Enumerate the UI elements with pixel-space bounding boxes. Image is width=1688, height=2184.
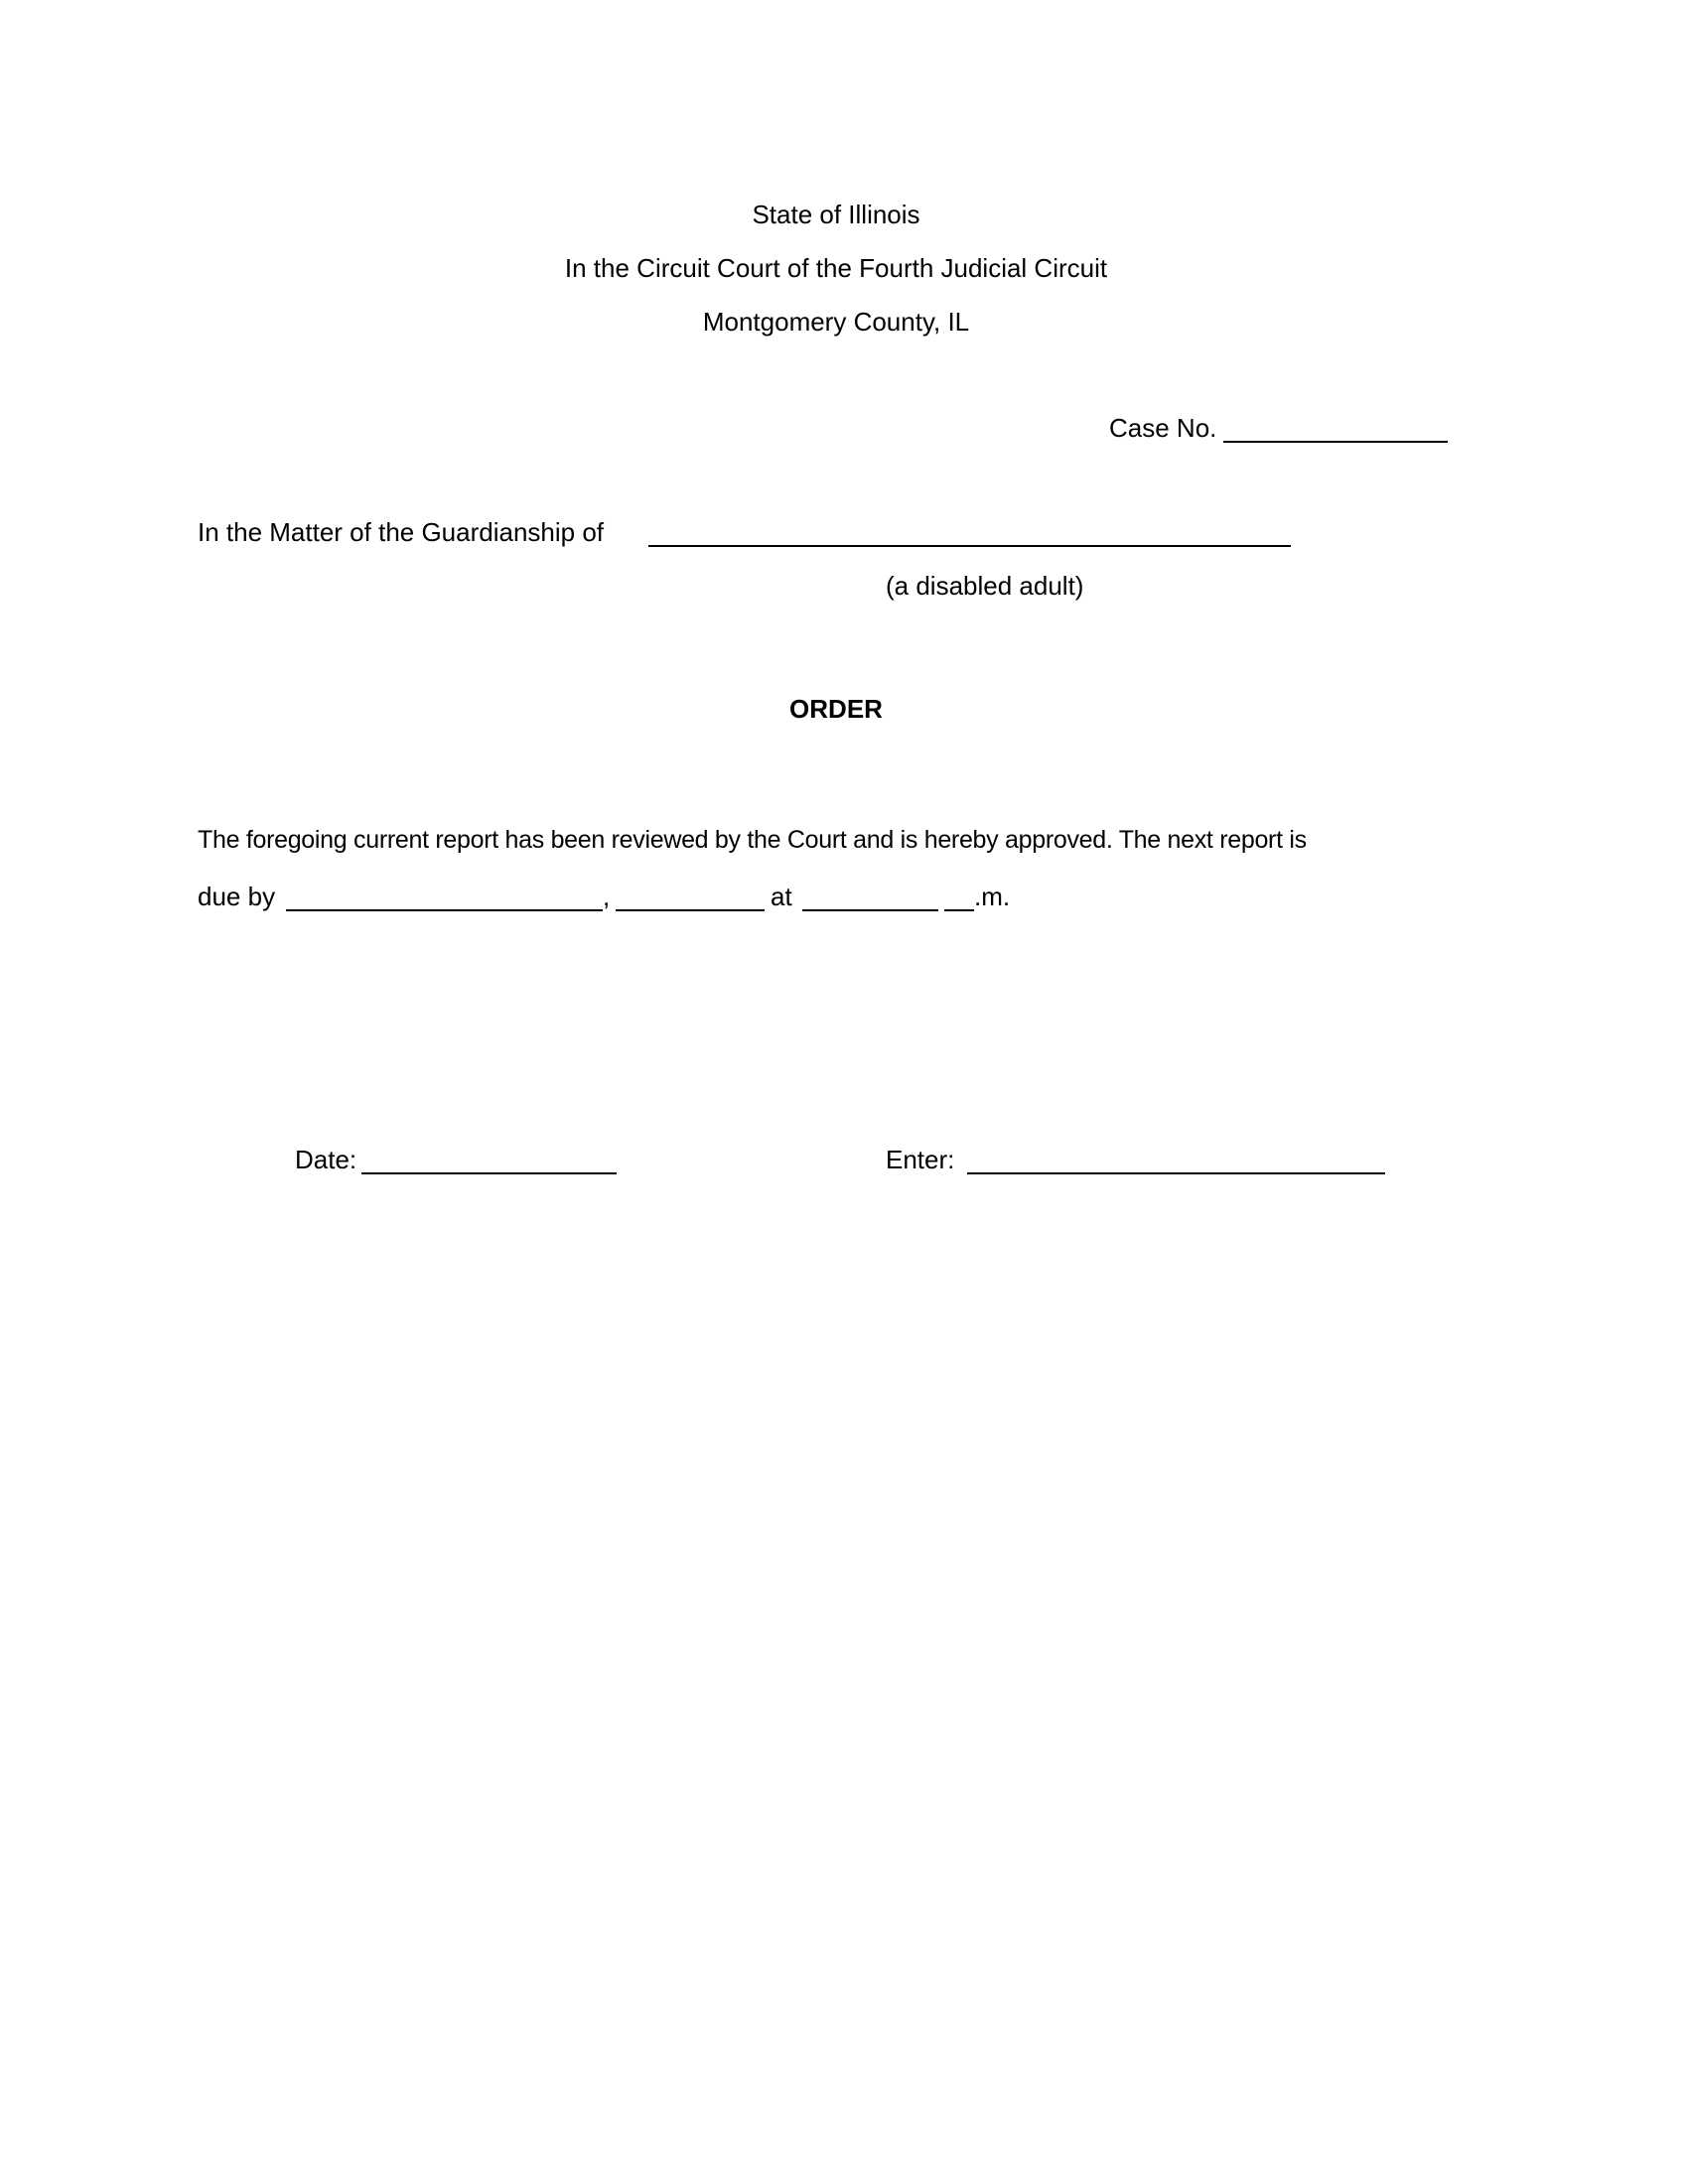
due-time-field[interactable] (802, 909, 938, 911)
disabled-adult-label: (a disabled adult) (886, 571, 1084, 601)
due-date-field[interactable] (286, 909, 603, 911)
guardianship-label: In the Matter of the Guardianship of (198, 517, 605, 547)
order-title: ORDER (789, 694, 883, 724)
at-label: at (771, 882, 792, 911)
case-number-label: Case No. (1109, 413, 1217, 443)
court-heading: In the Circuit Court of the Fourth Judicial Circuit (564, 253, 1108, 283)
case-number-field[interactable] (1223, 441, 1448, 443)
enter-label: Enter: (886, 1145, 955, 1174)
order-body-line-1: The foregoing current report has been reviewed by the Court and is hereby approved. The next report is (198, 826, 1307, 854)
due-year-field[interactable] (616, 909, 765, 911)
date-label: Date: (295, 1145, 357, 1174)
comma: , (603, 882, 611, 911)
ward-name-field[interactable] (648, 545, 1291, 547)
county-heading: Montgomery County, IL (702, 307, 970, 337)
meridiem-suffix: .m. (974, 882, 1011, 911)
state-heading: State of Illinois (752, 200, 920, 229)
date-field[interactable] (361, 1172, 617, 1174)
due-by-label: due by (198, 882, 276, 911)
meridiem-field[interactable] (944, 909, 974, 911)
judge-signature-field[interactable] (967, 1172, 1385, 1174)
